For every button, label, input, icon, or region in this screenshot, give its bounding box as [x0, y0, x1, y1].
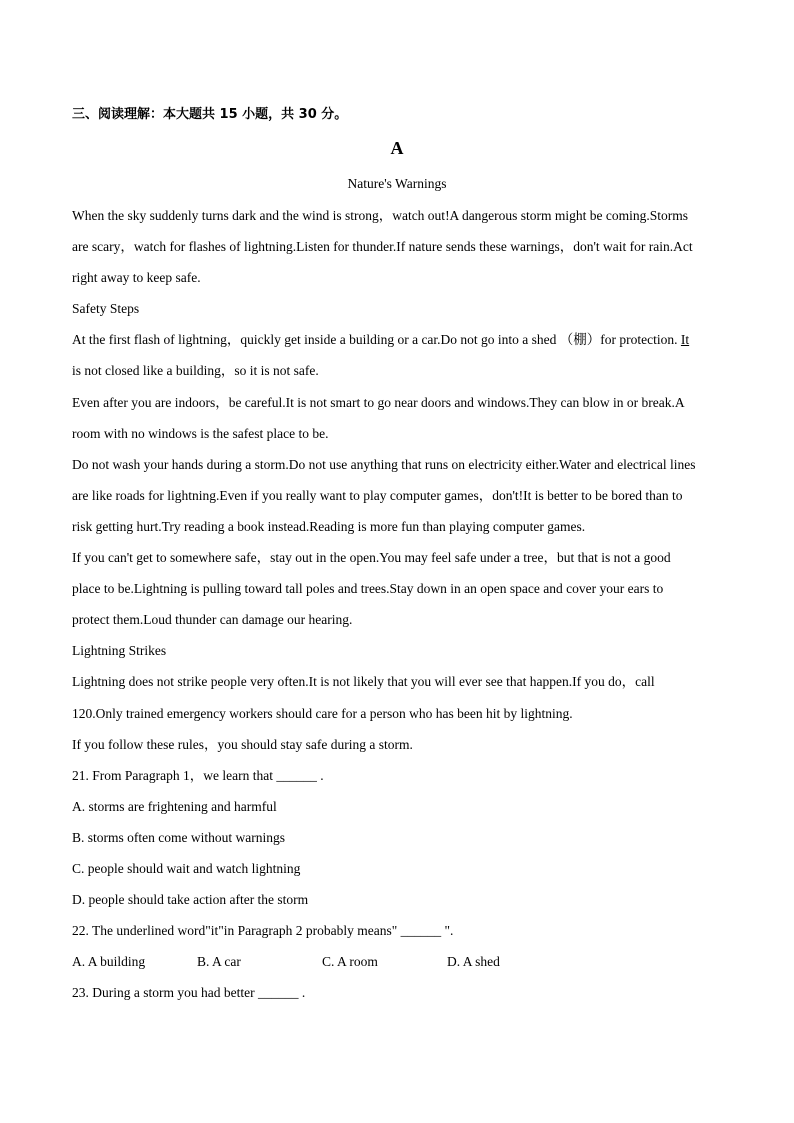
question-23: [72, 977, 722, 1008]
paragraph-1: [72, 200, 722, 293]
options-row: [72, 946, 722, 977]
text-line: are like roads for lightning.Even if you really want to play computer games，don't!It is better to be bored than to: [72, 487, 683, 503]
answer-option[interactable]: B. storms often come without warnings: [72, 829, 285, 845]
text-line: place to be.Lightning is pulling toward tall poles and trees.Stay down in an open space and cover your ears to: [72, 581, 664, 597]
text-line: are scary，watch for flashes of lightning.Listen for thunder.If nature sends these warnings，don't wait for rain.Act: [72, 239, 693, 255]
text-line: risk getting hurt.Try reading a book instead.Reading is more fun than playing computer games.: [72, 518, 586, 534]
answer-option[interactable]: A. A building: [72, 954, 146, 970]
text-line: If you follow these rules，you should stay safe during a storm.: [72, 736, 413, 752]
paragraph-7: [72, 729, 722, 760]
paragraph-3: [72, 387, 722, 449]
answer-option[interactable]: B. A car: [197, 954, 241, 970]
question-22: [72, 915, 722, 977]
answer-option[interactable]: A. storms are frightening and harmful: [72, 798, 277, 814]
question-stem: 23. During a storm you had better ______ .: [72, 985, 306, 1001]
question-stem: 22. The underlined word"it"in Paragraph 2 probably means" ______ ".: [72, 923, 454, 939]
paragraph-4: [72, 449, 722, 542]
text-line: 120.Only trained emergency workers should care for a person who has been hit by lightning.: [72, 705, 573, 721]
subheading-safety-steps: Safety Steps: [72, 301, 140, 317]
question-21: [72, 760, 722, 915]
answer-option[interactable]: D. A shed: [447, 954, 500, 970]
text-line: protect them.Loud thunder can damage our hearing.: [72, 612, 353, 628]
answer-option[interactable]: C. A room: [322, 954, 378, 970]
text-line: right away to keep safe.: [72, 270, 201, 286]
text-line: Lightning does not strike people very often.It is not likely that you will ever see that happen.If you do，call: [72, 674, 655, 690]
answer-option[interactable]: C. people should wait and watch lightning: [72, 860, 301, 876]
text-line: At the first flash of lightning，quickly get inside a building or a car.Do not go into a shed （棚）for protection. It: [72, 332, 690, 348]
text-line: When the sky suddenly turns dark and the wind is strong，watch out!A dangerous storm might be coming.Storms: [72, 208, 689, 223]
section-heading: 三、阅读理解：本大题共 15 小题，共 30 分。: [72, 107, 348, 122]
text-line: Do not wash your hands during a storm.Do not use anything that runs on electricity either.Water and electrical lines: [72, 456, 696, 472]
question-stem: 21. From Paragraph 1，we learn that ______ .: [72, 767, 324, 783]
passage-letter: A: [390, 138, 404, 158]
paragraph-6: [72, 666, 722, 728]
underlined-word: It: [680, 332, 690, 348]
paragraph-2: [72, 324, 722, 386]
text-line: room with no windows is the safest place to be.: [72, 425, 329, 441]
passage-title: Nature's Warnings: [347, 176, 447, 191]
passage-body: [72, 200, 722, 1008]
answer-option[interactable]: D. people should take action after the storm: [72, 892, 309, 908]
text-line: is not closed like a building，so it is not safe.: [72, 363, 319, 379]
subheading-lightning-strikes: Lightning Strikes: [72, 643, 167, 659]
paragraph-5: [72, 542, 722, 635]
text-line: If you can't get to somewhere safe，stay out in the open.You may feel safe under a tree，but that is not a good: [72, 550, 671, 566]
text-line: Even after you are indoors，be careful.It is not smart to go near doors and windows.They can blow in or break.A: [72, 394, 685, 410]
